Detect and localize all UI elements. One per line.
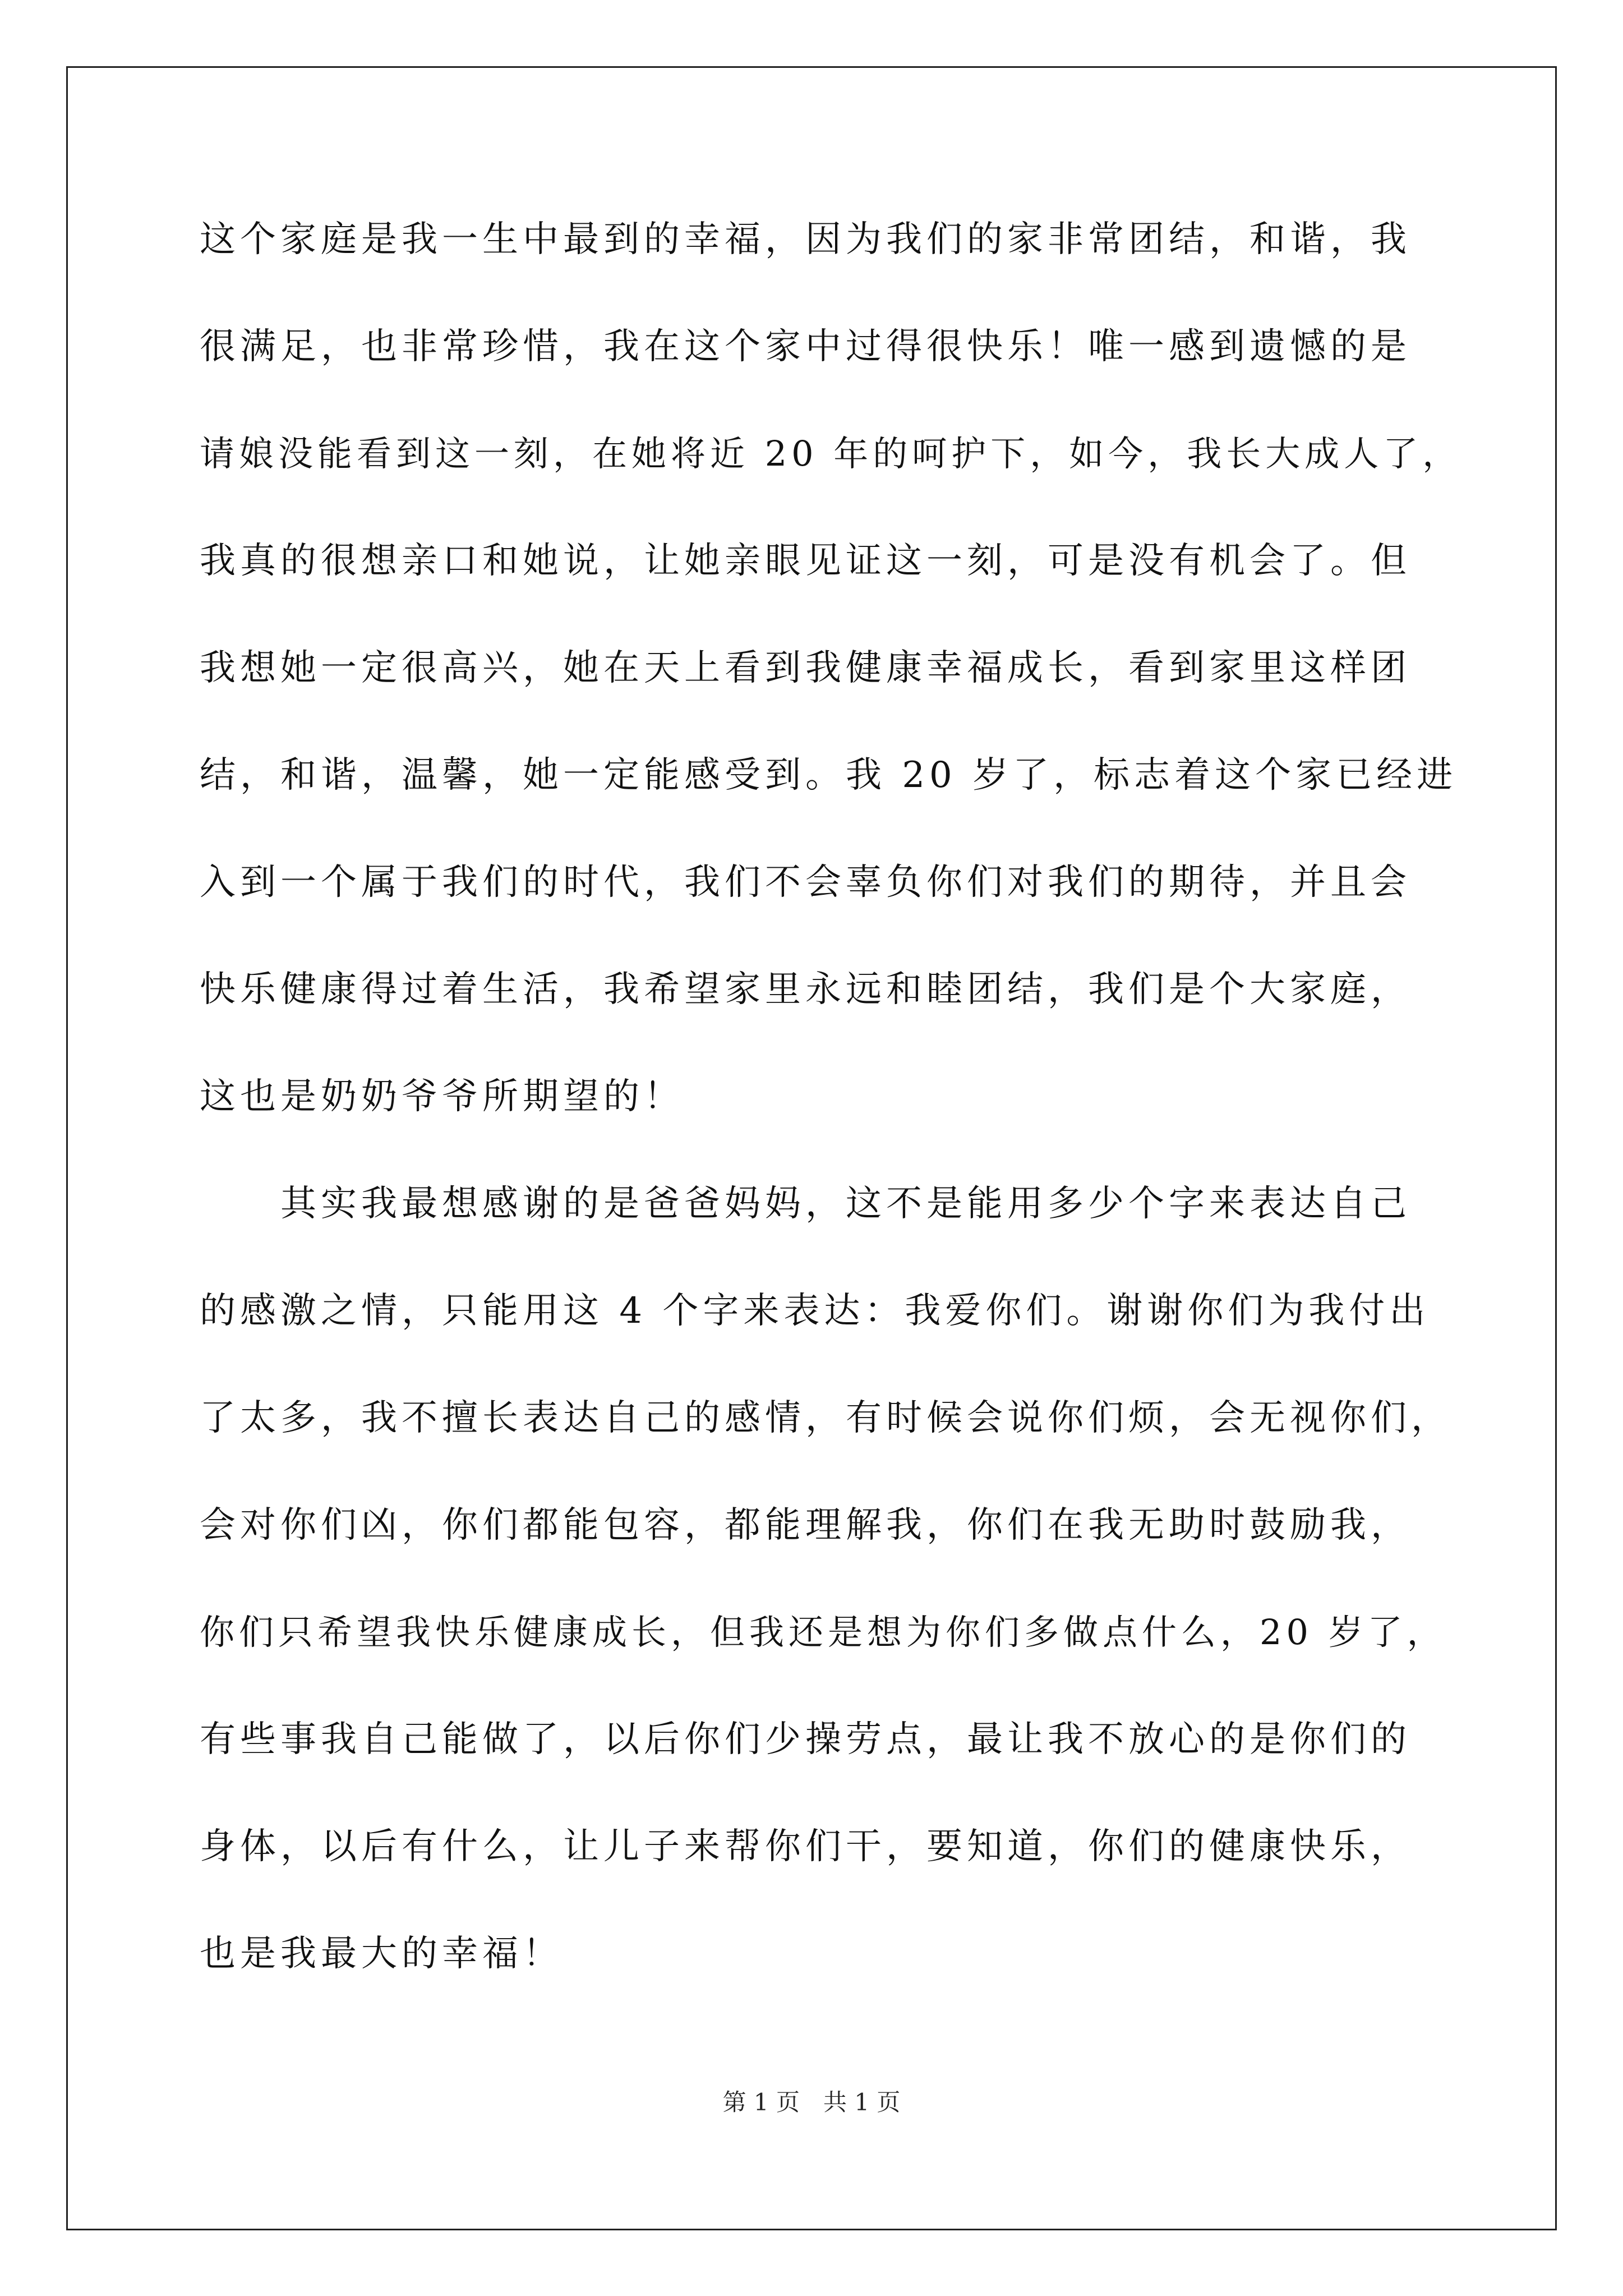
page-border [66,66,1557,2230]
text-line: 我想她一定很高兴，她在天上看到我健康幸福成长，看到家里这样团 [200,647,1411,689]
text-line: 快乐健康得过着生活，我希望家里永远和睦团结，我们是个大家庭， [200,969,1411,1010]
text-line: 结，和谐，温馨，她一定能感受到。我 20 岁了，标志着这个家已经进 [200,754,1458,796]
text-line: 有些事我自己能做了，以后你们少操劳点，最让我不放心的是你们的 [200,1719,1411,1760]
text-line: 会对你们凶，你们都能包容，都能理解我，你们在我无助时鼓励我， [200,1504,1411,1546]
text-line: 也是我最大的幸福！ [200,1933,563,1975]
text-line: 这也是奶奶爷爷所期望的！ [200,1076,684,1117]
text-line: 的感激之情，只能用这 4 个字来表达：我爱你们。谢谢你们为我付出 [200,1290,1430,1332]
text-line: 请娘没能看到这一刻，在她将近 20 年的呵护下，如今，我长大成人了， [200,433,1462,474]
page-number-footer: 第 1 页 共 1 页 [722,2088,901,2116]
text-line: 你们只希望我快乐健康成长，但我还是想为你们多做点什么，20 岁了， [200,1612,1446,1653]
text-line: 很满足，也非常珍惜，我在这个家中过得很快乐！唯一感到遗憾的是 [200,326,1411,367]
text-line: 这个家庭是我一生中最到的幸福，因为我们的家非常团结，和谐，我 [200,219,1411,260]
paragraph-first-line: 其实我最想感谢的是爸爸妈妈，这不是能用多少个字来表达自己 [280,1183,1411,1225]
text-line: 我真的很想亲口和她说，让她亲眼见证这一刻，可是没有机会了。但 [200,540,1411,582]
text-line: 了太多，我不擅长表达自己的感情，有时候会说你们烦，会无视你们， [200,1397,1451,1439]
text-line: 入到一个属于我们的时代，我们不会辜负你们对我们的期待，并且会 [200,862,1411,903]
text-line: 身体，以后有什么，让儿子来帮你们干，要知道，你们的健康快乐， [200,1826,1411,1867]
